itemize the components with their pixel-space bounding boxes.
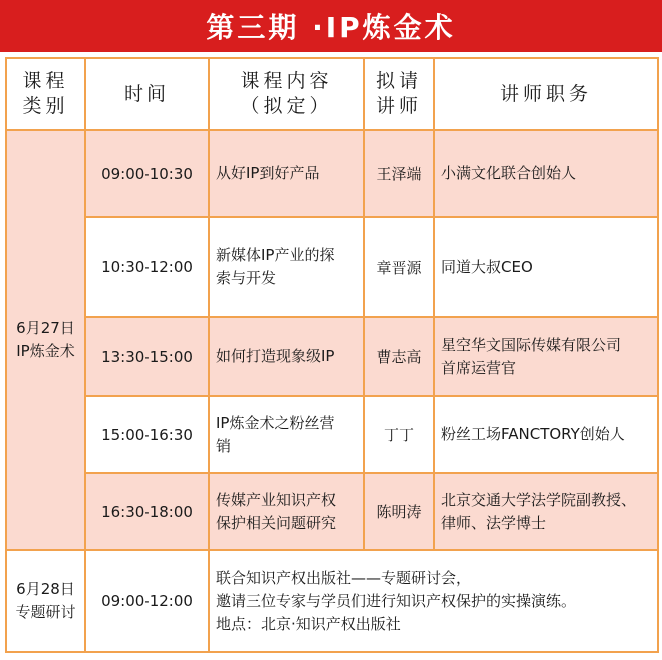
schedule-table xyxy=(5,57,659,653)
position-line: 首席运营官 xyxy=(441,358,517,377)
header-row xyxy=(6,58,658,130)
position-line: 小满文化联合创始人 xyxy=(441,164,577,182)
day1-topic: IP炼金术 xyxy=(16,342,75,360)
lecturer-cell: 曹志高 xyxy=(364,317,434,396)
position-line: 北京交通大学法学院副教授、 xyxy=(441,490,637,509)
content-line: 销 xyxy=(216,436,232,455)
time-cell: 16:30-18:00 xyxy=(85,473,209,550)
position-cell xyxy=(434,130,658,217)
content-line: 索与开发 xyxy=(216,269,277,287)
table-row xyxy=(6,550,658,652)
header-content-line-2: （拟定） xyxy=(240,95,333,117)
position-cell xyxy=(434,317,658,396)
table-row xyxy=(6,130,658,217)
lecturer-cell: 章晋源 xyxy=(364,217,434,317)
position-line: 同道大叔CEO xyxy=(441,257,533,276)
header-lecturer xyxy=(364,58,434,130)
time-cell: 09:00-12:00 xyxy=(85,550,209,652)
header-position xyxy=(434,58,658,130)
time-cell: 15:00-16:30 xyxy=(85,396,209,473)
time-cell: 10:30-12:00 xyxy=(85,217,209,317)
description-line: 地点：北京·知识产权出版社 xyxy=(216,614,401,633)
time-cell: 09:00-10:30 xyxy=(85,130,209,217)
table-row xyxy=(6,473,658,550)
header-lecturer-line-1: 拟请 xyxy=(375,70,422,92)
content-line: 保护相关问题研究 xyxy=(216,513,337,532)
table-row xyxy=(6,396,658,473)
header-category-line-2: 类别 xyxy=(22,95,69,117)
table-row xyxy=(6,217,658,317)
description-line: 联合知识产权出版社——专题研讨会， xyxy=(216,568,472,587)
content-cell xyxy=(209,473,364,550)
day1-date: 6月27日 xyxy=(16,319,75,337)
content-cell xyxy=(209,396,364,473)
content-line: 新媒体IP产业的探 xyxy=(216,246,335,264)
lecturer-cell: 陈明涛 xyxy=(364,473,434,550)
header-time xyxy=(85,58,209,130)
header-category xyxy=(6,58,85,130)
title-banner xyxy=(0,0,662,52)
position-cell xyxy=(434,217,658,317)
position-line: 星空华文国际传媒有限公司 xyxy=(441,335,622,354)
header-content-line-1: 课程内容 xyxy=(240,70,333,92)
page-title: 第三期 ·IP炼金术 xyxy=(206,11,456,44)
lecturer-cell: 丁丁 xyxy=(364,396,434,473)
header-content xyxy=(209,58,364,130)
lecturer-cell: 王泽端 xyxy=(364,130,434,217)
day2-description-cell xyxy=(209,550,658,652)
content-line: 传媒产业知识产权 xyxy=(216,490,337,509)
position-cell xyxy=(434,396,658,473)
position-cell xyxy=(434,473,658,550)
content-cell xyxy=(209,317,364,396)
header-position-label: 讲师职务 xyxy=(499,82,592,105)
time-cell: 13:30-15:00 xyxy=(85,317,209,396)
header-category-line-1: 课程 xyxy=(22,70,69,92)
header-lecturer-line-2: 讲师 xyxy=(375,95,422,117)
day2-date: 6月28日 xyxy=(16,580,75,598)
content-cell xyxy=(209,217,364,317)
header-time-label: 时间 xyxy=(123,82,170,105)
content-line: 从好IP到好产品 xyxy=(216,164,320,182)
content-line: IP炼金术之粉丝营 xyxy=(216,413,335,432)
position-line: 律师、法学博士 xyxy=(441,513,547,532)
position-line: 粉丝工场FANCTORY创始人 xyxy=(441,425,625,443)
day1-category-cell xyxy=(6,130,85,550)
day2-category-cell xyxy=(6,550,85,652)
table-row xyxy=(6,317,658,396)
content-line: 如何打造现象级IP xyxy=(216,347,335,365)
content-cell xyxy=(209,130,364,217)
description-line: 邀请三位专家与学员们进行知识产权保护的实操演练。 xyxy=(216,591,577,610)
day2-topic: 专题研讨 xyxy=(15,603,76,621)
